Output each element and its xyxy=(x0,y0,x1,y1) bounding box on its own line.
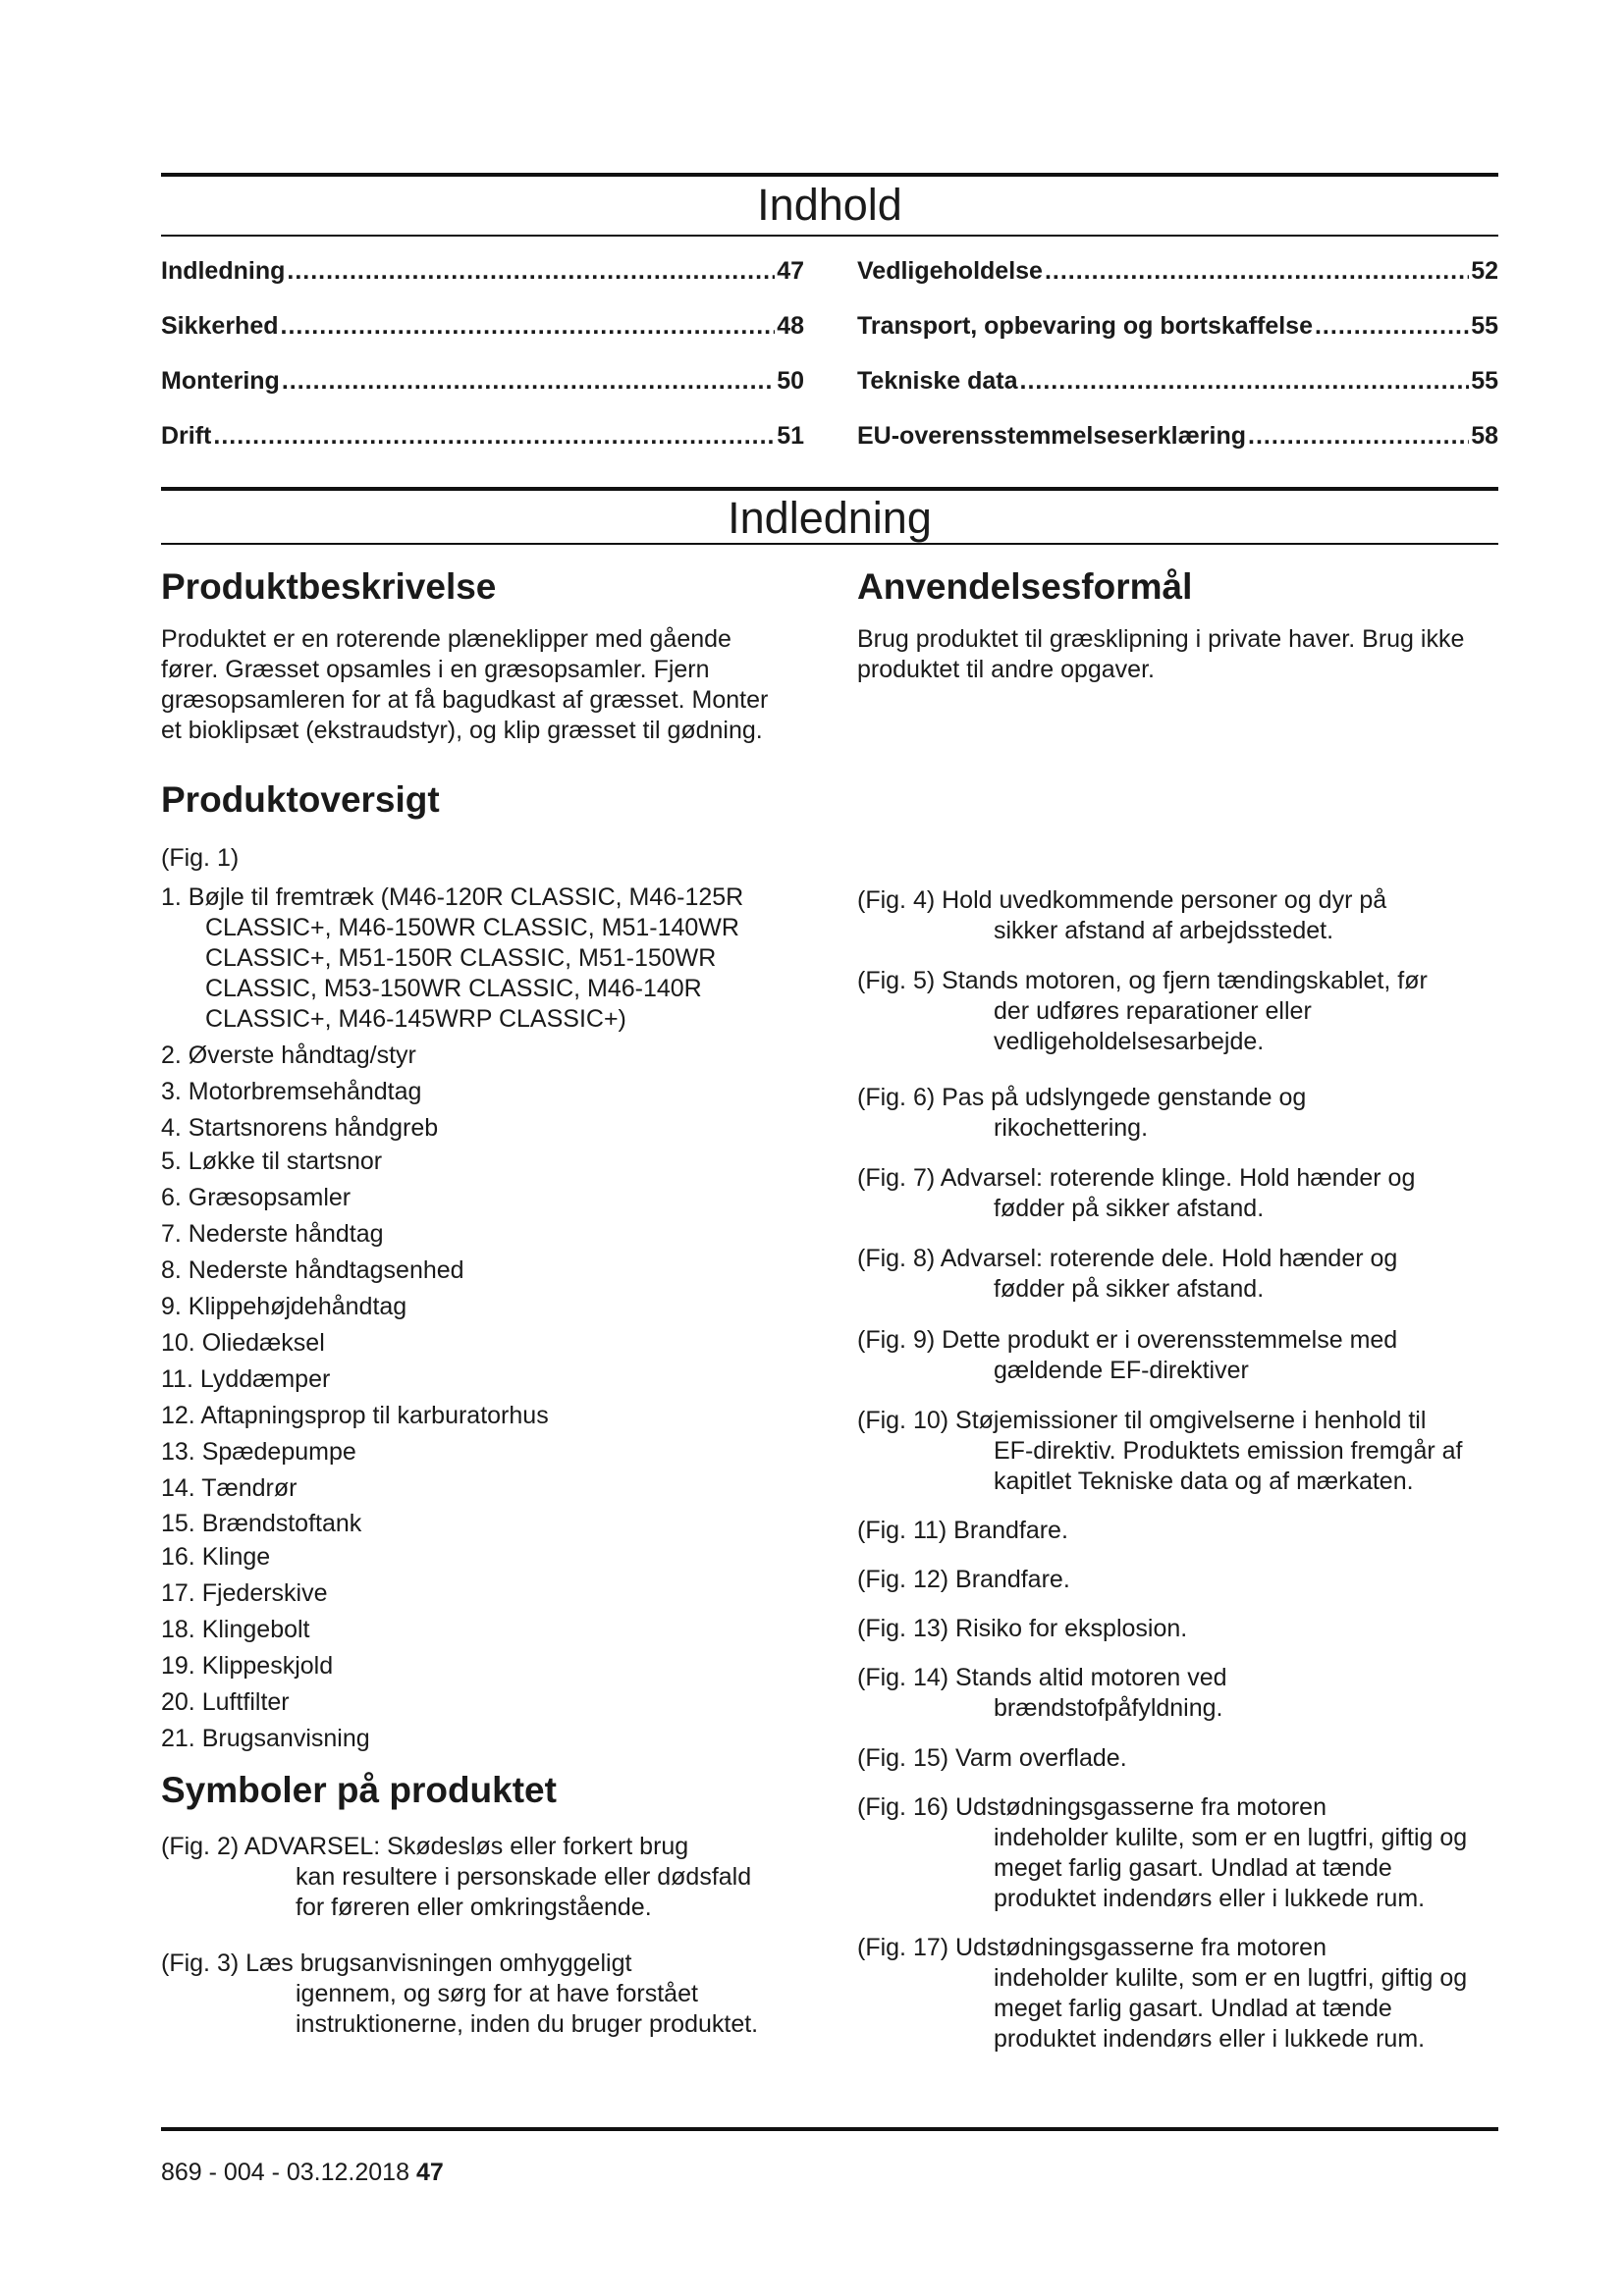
symbol-fig-text: (Fig. 3) Læs brugsanvisningen omhyggeligt xyxy=(161,1949,632,1977)
toc-entry-page: 47 xyxy=(777,257,804,285)
toc-entry-label: Montering xyxy=(161,367,280,395)
toc-top-rule xyxy=(161,173,1498,177)
overview-item: 7. Nederste håndtag xyxy=(161,1220,384,1248)
overview-fig-ref: (Fig. 1) xyxy=(161,844,240,872)
symbol-fig-2 xyxy=(161,1832,751,1923)
toc-leader-dots xyxy=(1020,367,1470,396)
intro-top-rule xyxy=(161,487,1498,491)
symbol-fig-9 xyxy=(857,1325,1397,1386)
symbol-fig-text: (Fig. 2) ADVARSEL: Skødesløs eller forkert brug xyxy=(161,1833,689,1860)
symbol-fig-text: rikochettering. xyxy=(994,1114,1149,1142)
toc-entry-page: 55 xyxy=(1471,367,1498,395)
symbol-fig-text: (Fig. 14) Stands altid motoren ved xyxy=(857,1664,1227,1691)
overview-item: 8. Nederste håndtagsenhed xyxy=(161,1256,464,1284)
intended-use-heading: Anvendelsesformål xyxy=(857,566,1193,607)
intended-use-line: produktet til andre opgaver. xyxy=(857,656,1155,683)
symbol-fig-text: (Fig. 9) Dette produkt er i overensstemmelse med xyxy=(857,1326,1398,1354)
symbol-fig-16 xyxy=(857,1792,1467,1914)
overview-item: 6. Græsopsamler xyxy=(161,1184,352,1211)
symbol-fig-text: (Fig. 10) Støjemissioner til omgivelserne i henhold til xyxy=(857,1407,1427,1434)
product-description-line: et bioklipsæt (ekstraudstyr), og klip græsset til gødning. xyxy=(161,717,763,744)
toc-entry-vedligeholdelse[interactable] xyxy=(857,257,1498,286)
overview-item-1-line: 1. Bøjle til fremtræk (M46-120R CLASSIC, M46-125R xyxy=(161,883,744,911)
overview-item: 4. Startsnorens håndgreb xyxy=(161,1114,439,1142)
overview-item: 2. Øverste håndtag/styr xyxy=(161,1041,416,1069)
overview-item-1-line: CLASSIC, M53-150WR CLASSIC, M46-140R xyxy=(205,975,702,1002)
symbol-fig-text: (Fig. 4) Hold uvedkommende personer og dyr på xyxy=(857,886,1387,914)
overview-item: 17. Fjederskive xyxy=(161,1579,328,1607)
footer-page-number: 47 xyxy=(415,2159,444,2186)
overview-item: 12. Aftapningsprop til karburatorhus xyxy=(161,1402,549,1429)
symbol-fig-text: vedligeholdelsesarbejde. xyxy=(994,1028,1265,1055)
toc-entry-drift[interactable] xyxy=(161,422,804,451)
symbol-fig-text: produktet indendørs eller i lukkede rum. xyxy=(994,1885,1426,1912)
toc-entry-page: 55 xyxy=(1471,312,1498,340)
symbol-fig-13 xyxy=(857,1614,1187,1644)
symbol-fig-8 xyxy=(857,1244,1397,1305)
symbol-fig-text: kapitlet Tekniske data og af mærkaten. xyxy=(994,1468,1414,1495)
symbol-fig-text: indeholder kulilte, som er en lugtfri, giftig og xyxy=(994,1964,1468,1992)
symbol-fig-text: for føreren eller omkringstående. xyxy=(296,1894,652,1921)
toc-entry-eu-erklaering[interactable] xyxy=(857,422,1498,451)
toc-title: Indhold xyxy=(757,180,902,230)
overview-item: 21. Brugsanvisning xyxy=(161,1725,370,1752)
symbol-fig-text: (Fig. 13) Risiko for eksplosion. xyxy=(857,1615,1188,1642)
symbol-fig-7 xyxy=(857,1163,1415,1224)
symbols-heading: Symboler på produktet xyxy=(161,1770,557,1810)
symbol-fig-text: meget farlig gasart. Undlad at tænde xyxy=(994,1854,1392,1882)
toc-entry-sikkerhed[interactable] xyxy=(161,312,804,341)
toc-entry-label: Sikkerhed xyxy=(161,312,279,340)
toc-entry-tekniske-data[interactable] xyxy=(857,367,1498,396)
toc-entry-transport[interactable] xyxy=(857,312,1498,341)
toc-entry-label: Vedligeholdelse xyxy=(857,257,1043,285)
symbol-fig-17 xyxy=(857,1933,1467,2055)
toc-leader-dots xyxy=(1045,257,1469,286)
symbol-fig-text: fødder på sikker afstand. xyxy=(994,1195,1265,1222)
symbol-fig-text: (Fig. 16) Udstødningsgasserne fra motoren xyxy=(857,1793,1326,1821)
product-description-line: græsopsamleren for at få bagudkast af græsset. Monter xyxy=(161,686,769,714)
toc-entry-montering[interactable] xyxy=(161,367,804,396)
symbol-fig-text: (Fig. 5) Stands motoren, og fjern tændingskablet, før xyxy=(857,967,1428,994)
toc-entry-indledning[interactable] xyxy=(161,257,804,286)
symbol-fig-text: sikker afstand af arbejdsstedet. xyxy=(994,917,1334,944)
symbol-fig-text: (Fig. 12) Brandfare. xyxy=(857,1566,1070,1593)
symbol-fig-text: fødder på sikker afstand. xyxy=(994,1275,1265,1303)
overview-item: 20. Luftfilter xyxy=(161,1688,290,1716)
toc-entry-page: 52 xyxy=(1471,257,1498,285)
overview-item-1-line: CLASSIC+, M46-145WRP CLASSIC+) xyxy=(205,1005,626,1033)
toc-leader-dots xyxy=(281,312,776,341)
overview-item: 14. Tændrør xyxy=(161,1474,298,1502)
symbol-fig-text: der udføres reparationer eller xyxy=(994,997,1312,1025)
toc-entry-label: Transport, opbevaring og bortskaffelse xyxy=(857,312,1313,340)
symbol-fig-text: igennem, og sørg for at have forstået xyxy=(296,1980,698,2007)
toc-leader-dots xyxy=(1248,422,1469,451)
symbol-fig-6 xyxy=(857,1083,1306,1144)
toc-leader-dots xyxy=(1315,312,1469,341)
overview-item: 3. Motorbremsehåndtag xyxy=(161,1078,422,1105)
toc-entry-page: 50 xyxy=(777,367,804,395)
intro-title-rule xyxy=(161,543,1498,545)
symbol-fig-text: (Fig. 6) Pas på udslyngede genstande og xyxy=(857,1084,1307,1111)
toc-leader-dots xyxy=(213,422,775,451)
overview-item: 16. Klinge xyxy=(161,1543,271,1571)
toc-leader-dots xyxy=(282,367,775,396)
symbol-fig-text: (Fig. 17) Udstødningsgasserne fra motoren xyxy=(857,1934,1326,1961)
overview-item: 10. Oliedæksel xyxy=(161,1329,325,1357)
symbol-fig-text: (Fig. 7) Advarsel: roterende klinge. Hold hænder og xyxy=(857,1164,1416,1192)
symbol-fig-11 xyxy=(857,1516,1068,1546)
symbol-fig-text: indeholder kulilte, som er en lugtfri, giftig og xyxy=(994,1824,1468,1851)
symbol-fig-3 xyxy=(161,1949,758,2040)
intro-title: Indledning xyxy=(728,493,932,543)
symbol-fig-text: instruktionerne, inden du bruger produktet. xyxy=(296,2010,759,2038)
toc-entry-label: Drift xyxy=(161,422,212,450)
product-description-line: Produktet er en roterende plæneklipper med gående xyxy=(161,625,731,653)
symbol-fig-text: EF-direktiv. Produktets emission fremgår af xyxy=(994,1437,1463,1465)
symbol-fig-text: brændstofpåfyldning. xyxy=(994,1694,1223,1722)
overview-item: 19. Klippeskjold xyxy=(161,1652,334,1680)
symbol-fig-15 xyxy=(857,1743,1127,1774)
overview-item: 18. Klingebolt xyxy=(161,1616,310,1643)
overview-item: 5. Løkke til startsnor xyxy=(161,1148,383,1175)
symbol-fig-text: (Fig. 15) Varm overflade. xyxy=(857,1744,1127,1772)
symbol-fig-text: kan resultere i personskade eller dødsfald xyxy=(296,1863,752,1891)
symbol-fig-4 xyxy=(857,885,1386,946)
overview-item: 13. Spædepumpe xyxy=(161,1438,356,1466)
toc-entry-label: Indledning xyxy=(161,257,286,285)
symbol-fig-10 xyxy=(857,1406,1462,1497)
toc-title-rule xyxy=(161,235,1498,237)
symbol-fig-5 xyxy=(857,966,1428,1057)
product-description-heading: Produktbeskrivelse xyxy=(161,566,497,607)
toc-leader-dots xyxy=(287,257,775,286)
symbol-fig-14 xyxy=(857,1663,1227,1724)
overview-heading: Produktoversigt xyxy=(161,779,440,820)
symbol-fig-text: meget farlig gasart. Undlad at tænde xyxy=(994,1995,1392,2022)
overview-item: 11. Lyddæmper xyxy=(161,1365,331,1393)
footer-rule xyxy=(161,2127,1498,2131)
symbol-fig-text: produktet indendørs eller i lukkede rum. xyxy=(994,2025,1426,2053)
toc-entry-page: 58 xyxy=(1471,422,1498,450)
page-footer xyxy=(161,2159,444,2187)
overview-item: 15. Brændstoftank xyxy=(161,1510,362,1537)
product-description-line: fører. Græsset opsamles i en græsopsamler. Fjern xyxy=(161,656,710,683)
overview-item-1-line: CLASSIC+, M51-150R CLASSIC, M51-150WR xyxy=(205,944,717,972)
intended-use-line: Brug produktet til græsklipning i private haver. Brug ikke xyxy=(857,625,1465,653)
toc-entry-page: 48 xyxy=(777,312,804,340)
toc-entry-label: EU-overensstemmelseserklæring xyxy=(857,422,1247,450)
overview-item: 9. Klippehøjdehåndtag xyxy=(161,1293,407,1320)
overview-item-1-line: CLASSIC+, M46-150WR CLASSIC, M51-140WR xyxy=(205,914,739,941)
footer-doc-ref: 869 - 004 - 03.12.2018 xyxy=(161,2159,409,2186)
symbol-fig-12 xyxy=(857,1565,1070,1595)
symbol-fig-text: gældende EF-direktiver xyxy=(994,1357,1249,1384)
toc-entry-page: 51 xyxy=(777,422,804,450)
symbol-fig-text: (Fig. 11) Brandfare. xyxy=(857,1517,1068,1544)
toc-entry-label: Tekniske data xyxy=(857,367,1018,395)
symbol-fig-text: (Fig. 8) Advarsel: roterende dele. Hold hænder og xyxy=(857,1245,1398,1272)
